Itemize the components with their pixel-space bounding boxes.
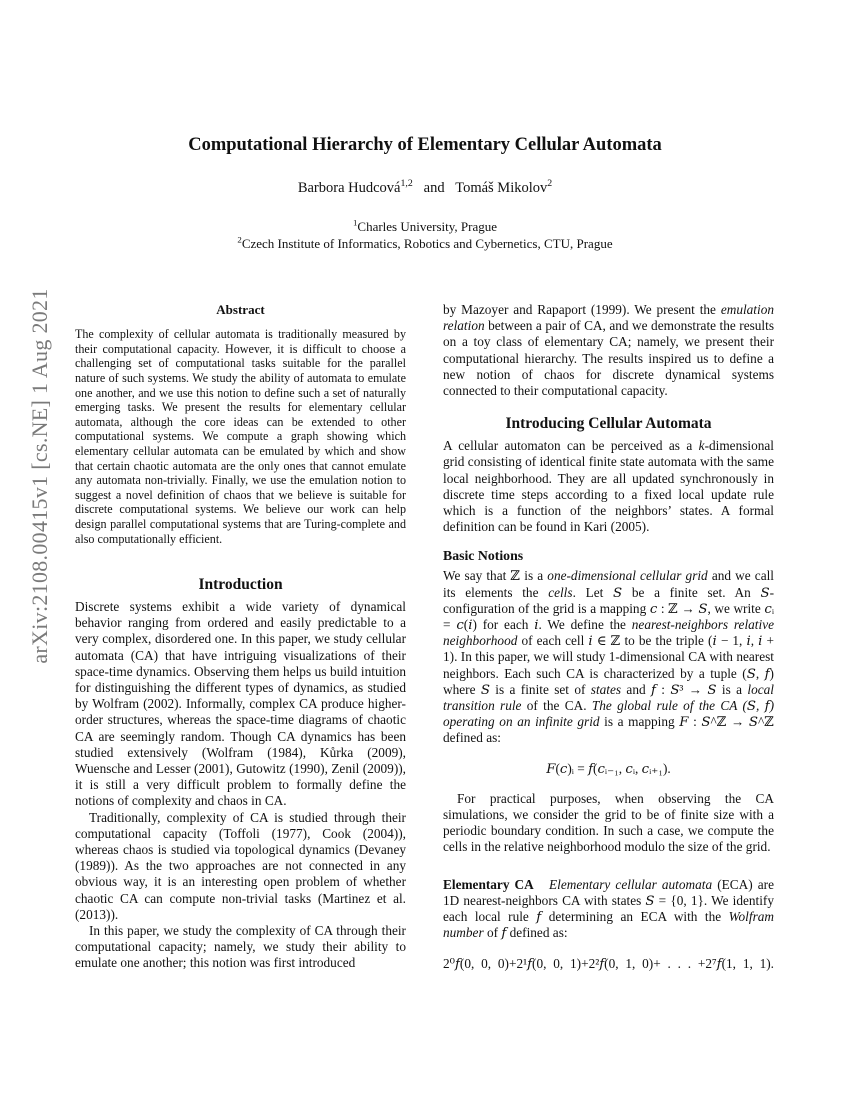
affiliation-text: Czech Institute of Informatics, Robotics and Cybernetics, CTU, Prague — [241, 236, 613, 251]
author-affiliation-mark: 1,2 — [400, 178, 413, 190]
abstract-heading: Abstract — [216, 302, 265, 317]
author-connector: and — [423, 180, 445, 196]
emphasis: one-dimensional cellular grid — [547, 568, 708, 584]
text-run: and we call its elements the — [443, 568, 774, 600]
right-column — [443, 302, 774, 972]
text-run: is a mapping 𝐹 : 𝑆^ℤ → 𝑆^ℤ defined as: — [443, 714, 774, 746]
paragraph-continued — [443, 302, 774, 399]
paper-title: Computational Hierarchy of Elementary Cellular Automata — [188, 135, 662, 155]
emphasis: local transition rule — [443, 681, 774, 714]
emphasis: Elementary cellular automata — [549, 876, 713, 892]
text-run: We say that ℤ is a — [443, 568, 548, 584]
emphasis: Wolfram number — [443, 909, 774, 941]
text-run: (ECA) are 1D nearest-neighbors CA with states 𝑆 = {0, 1}. We identify each local rule 𝑓 determining an ECA with the — [443, 876, 774, 925]
text-run: . Let 𝑆 be a finite set. An 𝑆-configuration of the grid is a mapping 𝑐 : ℤ → 𝑆, we write 𝑐ᵢ = 𝑐(𝑖) for each 𝑖. We define the — [443, 584, 774, 633]
emphasis: emulation relation — [443, 302, 774, 334]
math-variable: k — [698, 438, 705, 454]
paragraph: For practical purposes, when observing the CA simulations, we consider the grid to be of finite size with a periodic boundary condition. In such a case, we compute the cells in the relative neighborhood modulo the size of the grid. — [443, 790, 774, 855]
text-run: A cellular automaton can be perceived as a — [443, 438, 699, 454]
text-run: -dimensional grid consisting of identical finite state automata with the same local neighborhood. They are all updated synchronously in discrete time steps according to a fixed local update rule which is a function of the neighbors’ states. A formal definition can be found in Kari (2005). — [443, 438, 774, 535]
text-run: of the CA. — [521, 698, 592, 714]
affiliation — [75, 218, 775, 235]
abstract-section — [75, 302, 406, 546]
paragraph: Traditionally, complexity of CA is studied through their computational capacity (Toffoli (1977), Cook (2004)), whereas chaos is studied via topological dynamics (Devaney (1989)). As the two approaches are not connected in any obvious way, it is an interesting open problem of whether chaotic CA can compute non-trivial tasks (Martinez et al. (2013)). — [75, 809, 406, 922]
text-run: and 𝑓 : 𝑆³ → 𝑆 is a — [621, 681, 748, 697]
emphasis: nearest-neighbors relative neighborhood — [443, 617, 774, 649]
author-line — [75, 178, 775, 198]
affiliation-mark: 2 — [237, 234, 242, 245]
section-heading-introduction: Introduction — [198, 576, 283, 593]
emphasis: states — [590, 681, 622, 697]
equation-global-rule: 𝐹(𝑐)ᵢ = 𝑓(𝑐ᵢ₋₁, 𝑐ᵢ, 𝑐ᵢ₊₁). — [546, 760, 671, 776]
author-name: Tomáš Mikolov — [455, 180, 548, 196]
author-name: Barbora Hudcová — [297, 180, 401, 196]
paragraph: Discrete systems exhibit a wide variety of dynamical behavior ranging from ordered and easily predictable to a very complex, disordered one. In this paper, we study cellular automata (CA) that have intriguing visualizations of their space-time dynamics. Observing them helps us build intuition for distinguishing the different types of dynamics, as studied by Wolfram (2002). Informally, complex CA produce higher-order structures, whereas the space-time diagrams of chaotic CA are seemingly random. Though CA dynamics has been studied extensively (Wolfram (1984), Kůrka (2009), Wuensche and Lesser (2001), Gutowitz (1990), Zenil (2009)), it is still a very difficult problem to formally define the notions of complexity and chaos in CA. — [75, 599, 406, 809]
introduction-section — [75, 575, 406, 972]
paragraph — [443, 568, 774, 746]
text-run: between a pair of CA, and we demonstrate the results on a toy class of elementary CA; namely, we present their computational hierarchy. The results inspired us to define a new notion of chaos for discrete dynamical systems connected to their computational capacity. — [443, 318, 774, 399]
section-heading-introducing-ca: Introducing Cellular Automata — [505, 415, 712, 433]
author-affiliation-mark: 2 — [547, 178, 553, 190]
affiliation-mark: 1 — [352, 217, 358, 228]
equation-wolfram-number: 2⁰𝑓(0, 0, 0)+2¹𝑓(0, 0, 1)+2²𝑓(0, 1, 0)+ . . . +2⁷𝑓(1, 1, 1). — [443, 955, 774, 971]
run-in-heading-elementary-ca: Elementary CA — [443, 876, 534, 892]
paragraph: In this paper, we study the complexity of CA through their computational capacity; namely, we study their ability to emulate one another; this notion was first introduced — [75, 923, 406, 971]
text-run: by Mazoyer and Rapaport (1999). We present the — [443, 302, 721, 317]
abstract-text: The complexity of cellular automata is traditionally measured by their computational capacity. However, it is difficult to choose a challenging set of computational tasks suitable for the parallel nature of such systems. We study the ability of automata to emulate one another, and we use this notion to define such a set of naturally emerging tasks. We present the results for elementary cellular automata, although the core ideas can be extended to other computational systems. We compute a graph showing which elementary cellular automata can be emulated by which and show that certain chaotic automata are the only ones that cannot emulate any automata non-trivially. Finally, we use the emulation notion to suggest a novel definition of chaos that we believe is suitable for discrete computational systems. We believe our work can help design parallel computational systems that are Turing-complete and also computationally efficient. — [75, 327, 406, 546]
emphasis: The global rule of the CA (𝑆, 𝑓) operating on an infinite grid — [443, 698, 775, 730]
arxiv-identifier: arXiv:2108.00415v1 [cs.NE] 1 Aug 2021 — [27, 288, 52, 664]
emphasis: cells — [548, 584, 573, 600]
paragraph-elementary-ca — [443, 877, 774, 942]
affiliation — [75, 235, 775, 252]
affiliation-text: Charles University, Prague — [357, 219, 498, 234]
subsection-heading-basic-notions: Basic Notions — [443, 548, 524, 564]
text-run: of each cell 𝑖 ∈ ℤ to be the triple (𝑖 − 1, 𝑖, 𝑖 + 1). In this paper, we will study 1-dimensional CA with nearest neighbors. Each such CA is characterized by a tuple (𝑆, 𝑓) where 𝑆 is a finite set of — [443, 633, 774, 697]
text-run: of 𝑓 defined as: — [483, 925, 568, 941]
paragraph — [443, 438, 774, 535]
